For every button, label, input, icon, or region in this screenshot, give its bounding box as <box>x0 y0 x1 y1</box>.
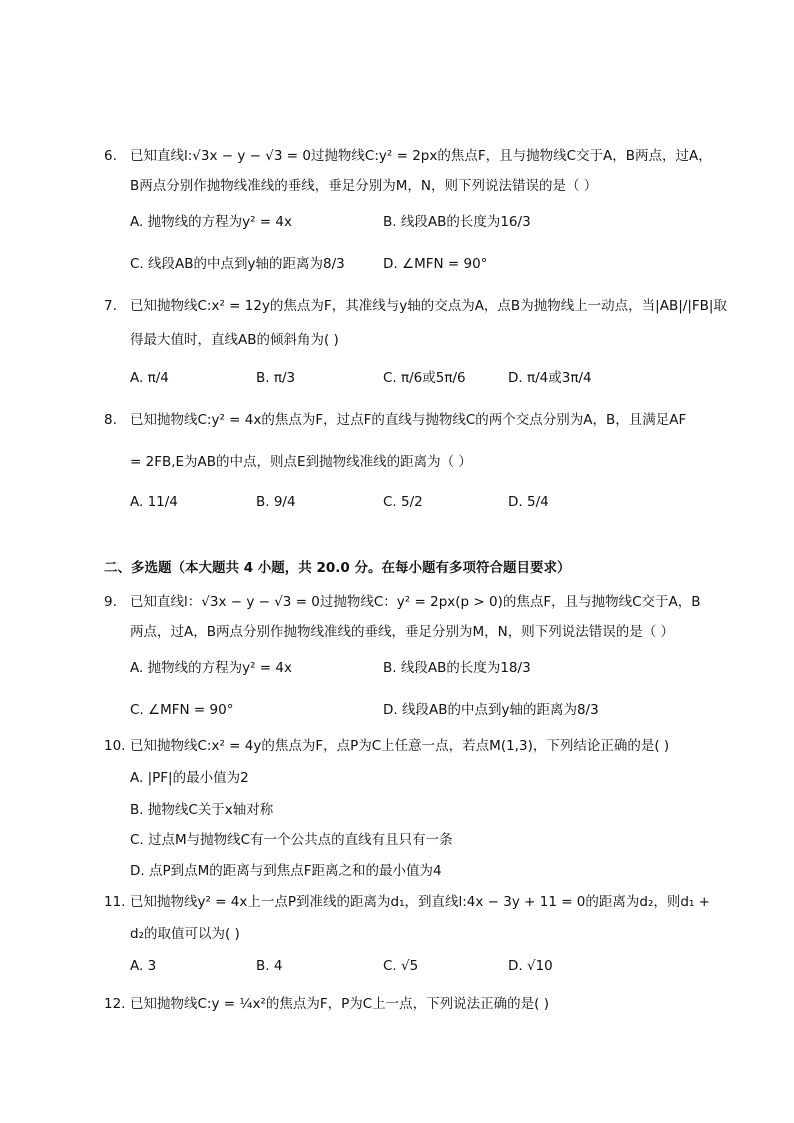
question-stem-cont: 两点，过A，B两点分别作抛物线准线的垂线，垂足分别为M，N，则下列说法错误的是（ ） <box>130 624 675 640</box>
option-a: A. 3 <box>130 958 157 974</box>
question-stem: 已知抛物线C:x² = 4y的焦点为F，点P为C上任意一点，若点M(1,3)，下列结论正确的是( ) <box>130 738 670 754</box>
option-a: A. 11/4 <box>130 494 178 510</box>
option-c: C. 5/2 <box>383 494 423 510</box>
question-number: 9. <box>104 594 117 610</box>
option-c: C. √5 <box>383 958 419 974</box>
option-c: C. 过点M与抛物线C有一个公共点的直线有且只有一条 <box>130 832 453 848</box>
question-number: 8. <box>104 412 117 428</box>
option-b: B. 4 <box>256 958 283 974</box>
option-b: B. 抛物线C关于x轴对称 <box>130 802 274 818</box>
question-stem: 已知抛物线y² = 4x上一点P到准线的距离为d₁，到直线l:4x − 3y + 11 = 0的距离为d₂，则d₁ + <box>130 894 710 910</box>
option-c: C. π/6或5π/6 <box>383 370 466 386</box>
option-a: A. π/4 <box>130 370 169 386</box>
question-stem-cont: = 2FB,E为AB的中点，则点E到抛物线准线的距离为（ ） <box>130 454 472 470</box>
option-d: D. 5/4 <box>508 494 549 510</box>
option-d: D. π/4或3π/4 <box>508 370 592 386</box>
section-heading: 二、多选题（本大题共 4 小题，共 20.0 分。在每小题有多项符合题目要求） <box>104 560 571 576</box>
question-number: 6. <box>104 148 117 164</box>
question-number: 10. <box>104 738 126 754</box>
question-stem: 已知抛物线C:y² = 4x的焦点为F，过点F的直线与抛物线C的两个交点分别为A，B，且满足AF <box>130 412 687 428</box>
question-number: 12. <box>104 996 126 1012</box>
option-d: D. 线段AB的中点到y轴的距离为8/3 <box>383 702 599 718</box>
option-b: B. 9/4 <box>256 494 296 510</box>
option-b: B. 线段AB的长度为16/3 <box>383 214 531 230</box>
option-b: B. 线段AB的长度为18/3 <box>383 660 531 676</box>
question-stem-cont: B两点分别作抛物线准线的垂线，垂足分别为M，N，则下列说法错误的是（ ） <box>130 178 598 194</box>
question-stem: 已知直线l：√3x − y − √3 = 0过抛物线C：y² = 2px(p > 0)的焦点F，且与抛物线C交于A，B <box>130 594 701 610</box>
option-c: C. ∠MFN = 90° <box>130 702 234 718</box>
option-a: A. |PF|的最小值为2 <box>130 770 249 786</box>
question-number: 7. <box>104 298 117 314</box>
question-number: 11. <box>104 894 126 910</box>
option-c: C. 线段AB的中点到y轴的距离为8/3 <box>130 256 345 272</box>
option-d: D. √10 <box>508 958 553 974</box>
question-stem-cont: 得最大值时，直线AB的倾斜角为( ) <box>130 332 339 348</box>
question-stem: 已知抛物线C:x² = 12y的焦点为F，其准线与y轴的交点为A，点B为抛物线上一动点，当|AB|/|FB|取 <box>130 298 727 314</box>
option-b: B. π/3 <box>256 370 296 386</box>
option-a: A. 抛物线的方程为y² = 4x <box>130 214 292 230</box>
option-d: D. ∠MFN = 90° <box>383 256 488 272</box>
question-stem-cont: d₂的取值可以为( ) <box>130 926 240 942</box>
option-d: D. 点P到点M的距离与到焦点F距离之和的最小值为4 <box>130 863 442 879</box>
question-stem: 已知直线l:√3x − y − √3 = 0过抛物线C:y² = 2px的焦点F，且与抛物线C交于A，B两点，过A， <box>130 148 712 164</box>
question-stem: 已知抛物线C:y = ¼x²的焦点为F，P为C上一点，下列说法正确的是( ) <box>130 996 550 1012</box>
option-a: A. 抛物线的方程为y² = 4x <box>130 660 292 676</box>
